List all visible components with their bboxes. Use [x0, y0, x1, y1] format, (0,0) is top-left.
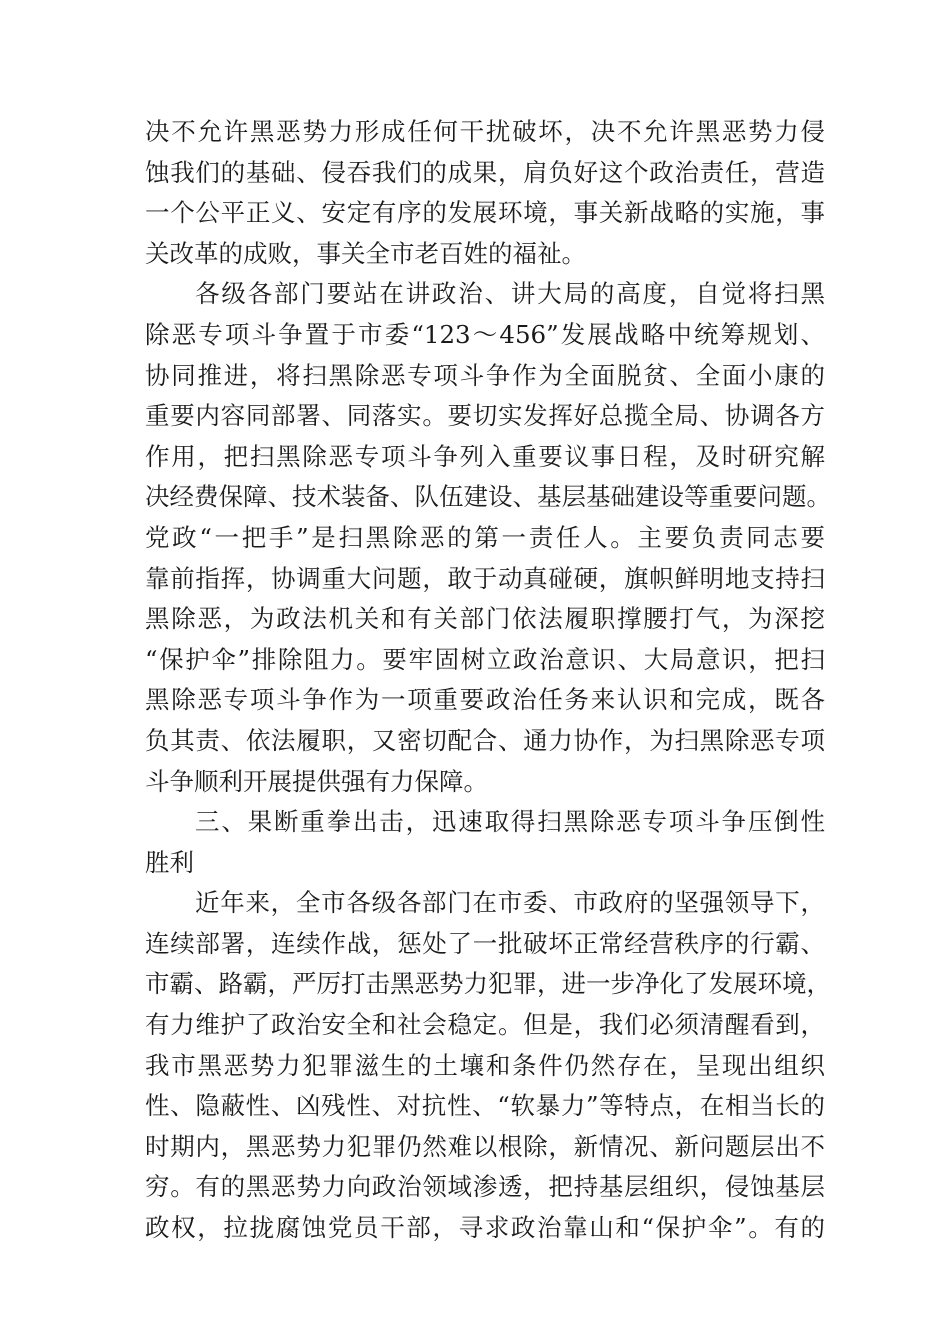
text-line: 一个公平正义、安定有序的发展环境，事关新战略的实施，事	[145, 198, 825, 228]
text-line: 斗争顺利开展提供强有力保障。	[145, 766, 488, 796]
paragraph-start-line: 近年来，全市各级各部门在市委、市政府的坚强领导下，	[195, 888, 825, 918]
text-line: 蚀我们的基础、侵吞我们的成果，肩负好这个政治责任，营造	[145, 157, 825, 187]
text-line: 靠前指挥，协调重大问题，敢于动真碰硬，旗帜鲜明地支持扫	[145, 563, 825, 593]
text-line: 时期内，黑恶势力犯罪仍然难以根除，新情况、新问题层出不	[145, 1131, 825, 1161]
text-line: 决经费保障、技术装备、队伍建设、基层基础建设等重要问题。	[145, 482, 831, 512]
text-line: 有力维护了政治安全和社会稳定。但是，我们必须清醒看到，	[145, 1010, 825, 1040]
paragraph-start-line: 各级各部门要站在讲政治、讲大局的高度，自觉将扫黑	[195, 279, 825, 309]
text-line: 政权，拉拢腐蚀党员干部，寻求政治靠山和“保护伞”。有的	[145, 1213, 825, 1243]
text-line: 决不允许黑恶势力形成任何干扰破坏，决不允许黑恶势力侵	[145, 117, 825, 146]
text-line: 黑除恶专项斗争作为一项重要政治任务来认识和完成，既各	[145, 685, 825, 715]
text-line: 连续部署，连续作战，惩处了一批破坏正常经营秩序的行霸、	[145, 928, 825, 958]
text-line: 黑除恶，为政法机关和有关部门依法履职撑腰打气，为深挖	[145, 604, 825, 634]
text-line: 负其责、依法履职，又密切配合、通力协作，为扫黑除恶专项	[145, 725, 825, 755]
text-line: 重要内容同部署、同落实。要切实发挥好总揽全局、协调各方	[145, 401, 825, 431]
text-line: 党政“一把手”是扫黑除恶的第一责任人。主要负责同志要	[145, 522, 825, 552]
section-heading-line: 胜利	[145, 847, 194, 877]
text-line: 作用，把扫黑除恶专项斗争列入重要议事日程，及时研究解	[145, 441, 825, 471]
text-line: 性、隐蔽性、凶残性、对抗性、“软暴力”等特点，在相当长的	[145, 1091, 825, 1121]
body-text	[145, 112, 831, 1249]
text-line: 关改革的成败，事关全市老百姓的福祉。	[145, 238, 586, 268]
text-line: 协同推进，将扫黑除恶专项斗争作为全面脱贫、全面小康的	[145, 360, 825, 390]
text-line: 穷。有的黑恶势力向政治领域渗透，把持基层组织，侵蚀基层	[145, 1172, 825, 1202]
section-heading-line: 三、果断重拳出击，迅速取得扫黑除恶专项斗争压倒性	[195, 807, 825, 837]
text-line: 除恶专项斗争置于市委“123～456”发展战略中统筹规划、	[145, 319, 825, 349]
text-line: 市霸、路霸，严厉打击黑恶势力犯罪，进一步净化了发展环境，	[145, 969, 831, 999]
text-line: “保护伞”排除阻力。要牢固树立政治意识、大局意识，把扫	[145, 644, 825, 674]
text-line: 我市黑恶势力犯罪滋生的土壤和条件仍然存在，呈现出组织	[145, 1050, 825, 1080]
